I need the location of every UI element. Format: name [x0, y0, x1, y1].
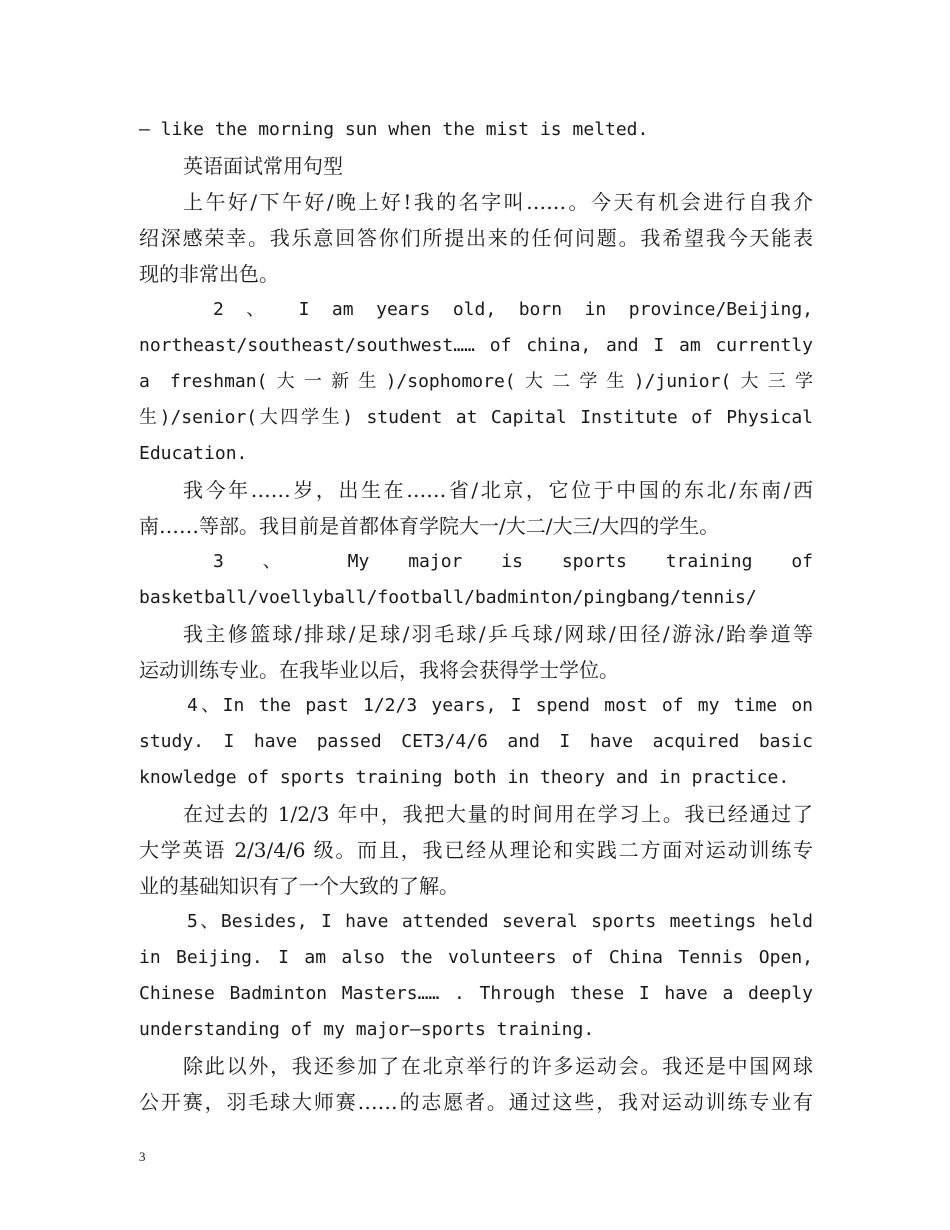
text-line: 在过去的 1/2/3 年中，我把大量的时间用在学习上。我已经通过了 [183, 802, 813, 826]
text-line: a freshman(大一新生)/sophomore(大二学生)/junior(大三学 [139, 371, 813, 392]
text-line: knowledge of sports training both in theory and in practice. [139, 767, 790, 788]
text-line: 大学英语 2/3/4/6 级。而且，我已经从理论和实践二方面对运动训练专 [139, 838, 813, 862]
text-line: 生)/senior(大四学生) student at Capital Institute of Physical [139, 407, 813, 428]
text-line: study. I have passed CET3/4/6 and I have acquired basic [139, 731, 813, 752]
text-line: 3 、 My major is sports training of [213, 551, 813, 572]
text-line: 运动训练专业。在我毕业以后，我将会获得学士学位。 [139, 658, 619, 682]
text-line: Chinese Badminton Masters…… . Through these I have a deeply [139, 983, 813, 1004]
text-line: 2 、 I am years old, born in province/Beijing, [213, 299, 813, 320]
text-line: 绍深感荣幸。我乐意回答你们所提出来的任何问题。我希望我今天能表 [139, 226, 813, 250]
text-line: in Beijing. I am also the volunteers of China Tennis Open, [139, 947, 813, 968]
text-line: understanding of my major—sports training. [139, 1019, 595, 1040]
body-text [139, 112, 813, 1120]
text-line: 南……等部。我目前是首都体育学院大一/大二/大三/大四的学生。 [139, 514, 720, 538]
text-line: 现的非常出色。 [139, 262, 279, 286]
text-line: 公开赛，羽毛球大师赛……的志愿者。通过这些，我对运动训练专业有 [139, 1090, 813, 1114]
text-line: Education. [139, 443, 248, 464]
text-line: 业的基础知识有了一个大致的了解。 [139, 874, 459, 898]
text-line: — like the morning sun when the mist is melted. [139, 119, 649, 140]
text-line: 除此以外，我还参加了在北京举行的许多运动会。我还是中国网球 [183, 1054, 813, 1078]
text-line: 我今年……岁，出生在……省/北京，它位于中国的东北/东南/西 [183, 478, 813, 502]
text-line: northeast/southeast/southwest…… of china, and I am currently [139, 335, 813, 356]
text-line: basketball/voellyball/football/badminton/pingbang/tennis/ [139, 587, 757, 608]
text-line: 上午好/下午好/晚上好!我的名字叫……。今天有机会进行自我介 [183, 190, 813, 214]
page-number: 3 [139, 1149, 146, 1164]
text-line: 4、In the past 1/2/3 years, I spend most of my time on [187, 695, 813, 716]
text-line: 我主修篮球/排球/足球/羽毛球/乒乓球/网球/田径/游泳/跆拳道等 [183, 622, 813, 646]
heading-line: 英语面试常用句型 [183, 154, 343, 178]
text-line: 5、Besides, I have attended several sports meetings held [187, 911, 813, 932]
